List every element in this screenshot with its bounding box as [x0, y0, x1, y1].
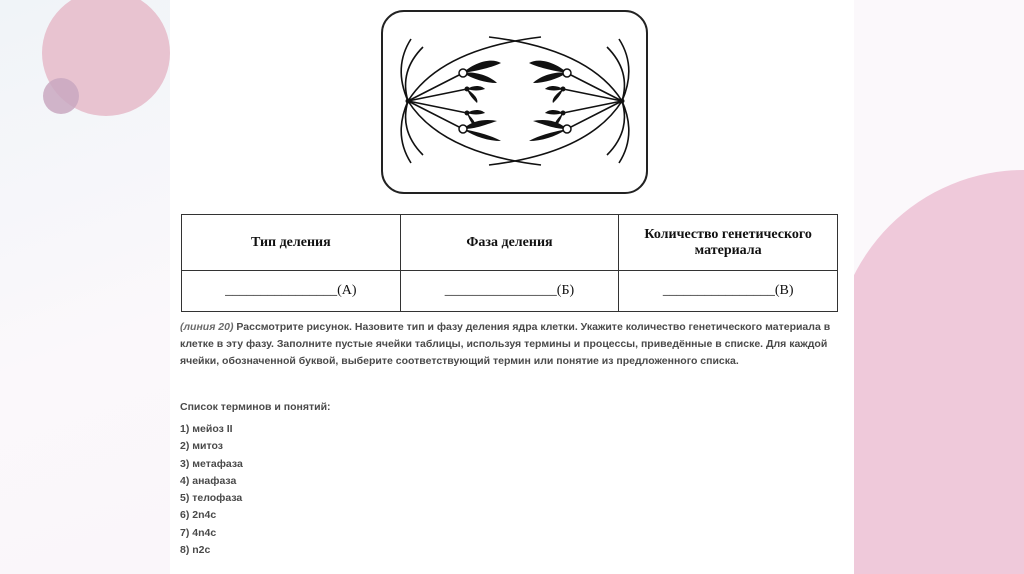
header-genetic-material: Количество генетического материала	[619, 215, 838, 271]
list-item: 6) 2n4c	[180, 509, 217, 522]
table-row	[182, 271, 838, 312]
task-instructions: Рассмотрите рисунок. Назовите тип и фазу деления ядра клетки. Укажите количество генетического материала в клетке в эту фазу. Заполните пустые ячейки таблицы, используя термины и процессы, приведённые в списке. Для каждой ячейки, обозначенной буквой, выберите соответствующий термин или понятие из предложенного списка.	[180, 321, 831, 367]
terms-list	[180, 421, 840, 559]
list-item: 4) анафаза	[180, 474, 237, 487]
line-reference: (линия 20)	[180, 321, 234, 333]
cell-division-figure	[381, 9, 649, 195]
terms-title: Список терминов и понятий:	[180, 401, 331, 413]
table-header-row	[182, 215, 838, 271]
list-item: 5) телофаза	[180, 492, 243, 505]
list-item: 2) митоз	[180, 440, 223, 453]
task-text-block	[180, 319, 840, 559]
header-division-phase: Фаза деления	[400, 215, 619, 271]
cell-outline	[382, 11, 647, 193]
document-page	[170, 0, 854, 574]
list-item: 1) мейоз II	[180, 423, 233, 435]
task-paragraph	[180, 319, 840, 370]
list-item: 7) 4n4c	[180, 526, 217, 539]
answer-table	[181, 214, 838, 312]
blank-cell-a: ________________(А)	[182, 271, 401, 312]
header-division-type: Тип деления	[182, 215, 401, 271]
blank-cell-c: ________________(В)	[619, 271, 838, 312]
decorative-shape-right	[834, 170, 1024, 574]
list-item: 8) n2c	[180, 544, 211, 557]
decorative-circle-small	[43, 78, 79, 114]
list-item: 3) метафаза	[180, 457, 243, 470]
blank-cell-b: ________________(Б)	[400, 271, 619, 312]
